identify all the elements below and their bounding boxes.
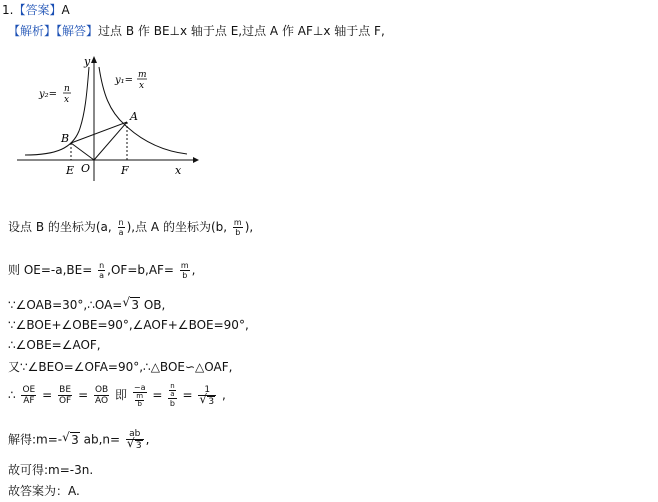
answer-value: A bbox=[61, 3, 70, 17]
solution-line-4: ∵∠BOE+∠OBE=90°,∠AOF+∠BOE=90°, bbox=[8, 318, 249, 332]
fraction-denominator: a bbox=[118, 228, 124, 237]
fraction-denominator bbox=[198, 395, 216, 407]
label-y1: y₁= bbox=[115, 75, 134, 86]
fraction-denominator: a bbox=[99, 271, 105, 280]
text-segment: ∵∠OAB=30°,∴OA= bbox=[8, 298, 123, 312]
text-segment: 设点 B 的坐标为(a, bbox=[8, 220, 112, 234]
fraction-numerator: m bbox=[233, 218, 242, 227]
text-segment: OB, bbox=[143, 298, 166, 312]
solution-line-2 bbox=[8, 261, 195, 280]
segment-ob bbox=[71, 143, 94, 160]
fraction-numerator: 1 bbox=[204, 384, 211, 395]
label-y1-num: m bbox=[138, 70, 147, 80]
curve-y2 bbox=[25, 67, 89, 155]
solution-line-5: ∴∠OBE=∠AOF, bbox=[8, 338, 101, 352]
solution-line-3 bbox=[8, 297, 165, 312]
fraction-numerator: n bbox=[170, 382, 175, 390]
sqrt-value: √ 3 bbox=[130, 297, 140, 312]
label-y2: y₂= bbox=[39, 89, 58, 100]
text-segment: ∴ bbox=[8, 388, 16, 402]
fraction-numerator: OE bbox=[22, 385, 36, 395]
answer-tag: 【答案】 bbox=[13, 3, 62, 17]
fraction-numerator: m bbox=[136, 392, 144, 400]
label-point-e: E bbox=[66, 164, 75, 177]
label-axis-y: y bbox=[84, 55, 91, 68]
fraction-denominator: b bbox=[180, 270, 190, 280]
fraction-numerator: m bbox=[180, 261, 189, 270]
equals-sign: = bbox=[42, 388, 53, 402]
label-point-o: O bbox=[81, 162, 91, 175]
text-segment: , bbox=[221, 388, 226, 402]
label-y1-den: x bbox=[139, 81, 145, 91]
text-segment: ),点 A 的坐标为(b, bbox=[126, 220, 228, 234]
solution-line-9: 故可得:m=-3n. bbox=[8, 463, 94, 477]
sqrt-value: √ 3 bbox=[135, 440, 143, 451]
text-segment: 则 OE=-a,BE= bbox=[8, 263, 93, 277]
fraction-numerator: BE bbox=[59, 385, 72, 395]
fraction-numerator: OB bbox=[94, 385, 109, 395]
solution-line-7 bbox=[8, 383, 226, 408]
analysis-text: 过点 B 作 BE⊥x 轴于点 E,过点 A 作 AF⊥x 轴于点 F, bbox=[98, 24, 385, 38]
fraction-numerator: ab bbox=[129, 429, 141, 439]
hyperbola-figure bbox=[17, 53, 199, 181]
solution-line-8 bbox=[8, 429, 149, 451]
label-y2-den: x bbox=[64, 95, 70, 105]
equals-sign: = bbox=[78, 388, 89, 402]
segment-ab bbox=[71, 122, 127, 143]
sqrt-value: √ 3 bbox=[70, 432, 80, 447]
equals-sign: = bbox=[182, 388, 193, 402]
text-segment: , bbox=[145, 432, 150, 447]
label-point-b: B bbox=[61, 132, 70, 145]
fraction-numerator: n bbox=[99, 261, 105, 270]
analysis-line bbox=[8, 22, 385, 39]
compound-denominator bbox=[133, 392, 147, 408]
fraction-denominator: AF bbox=[23, 396, 35, 406]
fraction-denominator: b bbox=[135, 400, 144, 408]
solution-line-1 bbox=[8, 218, 253, 237]
label-point-a: A bbox=[130, 110, 138, 123]
fraction-denominator bbox=[126, 439, 144, 451]
solution-line-6: 又∵∠BEO=∠OFA=90°,∴△BOE∽△OAF, bbox=[8, 360, 233, 374]
text-segment: ), bbox=[244, 220, 254, 234]
sqrt-value: √ 3 bbox=[207, 396, 215, 407]
compound-numerator bbox=[168, 383, 176, 398]
fraction-numerator: −a bbox=[133, 383, 146, 392]
answer-header bbox=[2, 1, 70, 18]
text-segment: ab,n= bbox=[83, 432, 121, 447]
fraction-numerator: n bbox=[118, 218, 124, 227]
equals-sign: = bbox=[152, 388, 163, 402]
text-segment: 即 bbox=[115, 388, 128, 402]
label-axis-x: x bbox=[175, 164, 182, 177]
fraction-denominator: b bbox=[233, 227, 243, 237]
solution-tag: 【解答】 bbox=[56, 24, 99, 38]
text-segment: ,OF=b,AF= bbox=[107, 263, 174, 277]
fraction-denominator: OF bbox=[58, 396, 72, 406]
y-axis-arrow-icon bbox=[91, 56, 97, 63]
question-number: 1. bbox=[2, 3, 14, 17]
fraction-denominator: AO bbox=[95, 396, 109, 406]
label-y2-num: n bbox=[64, 84, 70, 94]
label-point-f: F bbox=[121, 164, 129, 177]
fraction-denominator: a bbox=[170, 390, 175, 398]
fraction-denominator: b bbox=[169, 399, 175, 408]
text-segment: , bbox=[191, 263, 196, 277]
solution-line-10: 故答案为：A. bbox=[8, 484, 80, 498]
analysis-tag: 【解析】 bbox=[8, 24, 57, 38]
text-segment: 解得:m=- bbox=[8, 432, 63, 447]
x-axis-arrow-icon bbox=[193, 157, 199, 163]
